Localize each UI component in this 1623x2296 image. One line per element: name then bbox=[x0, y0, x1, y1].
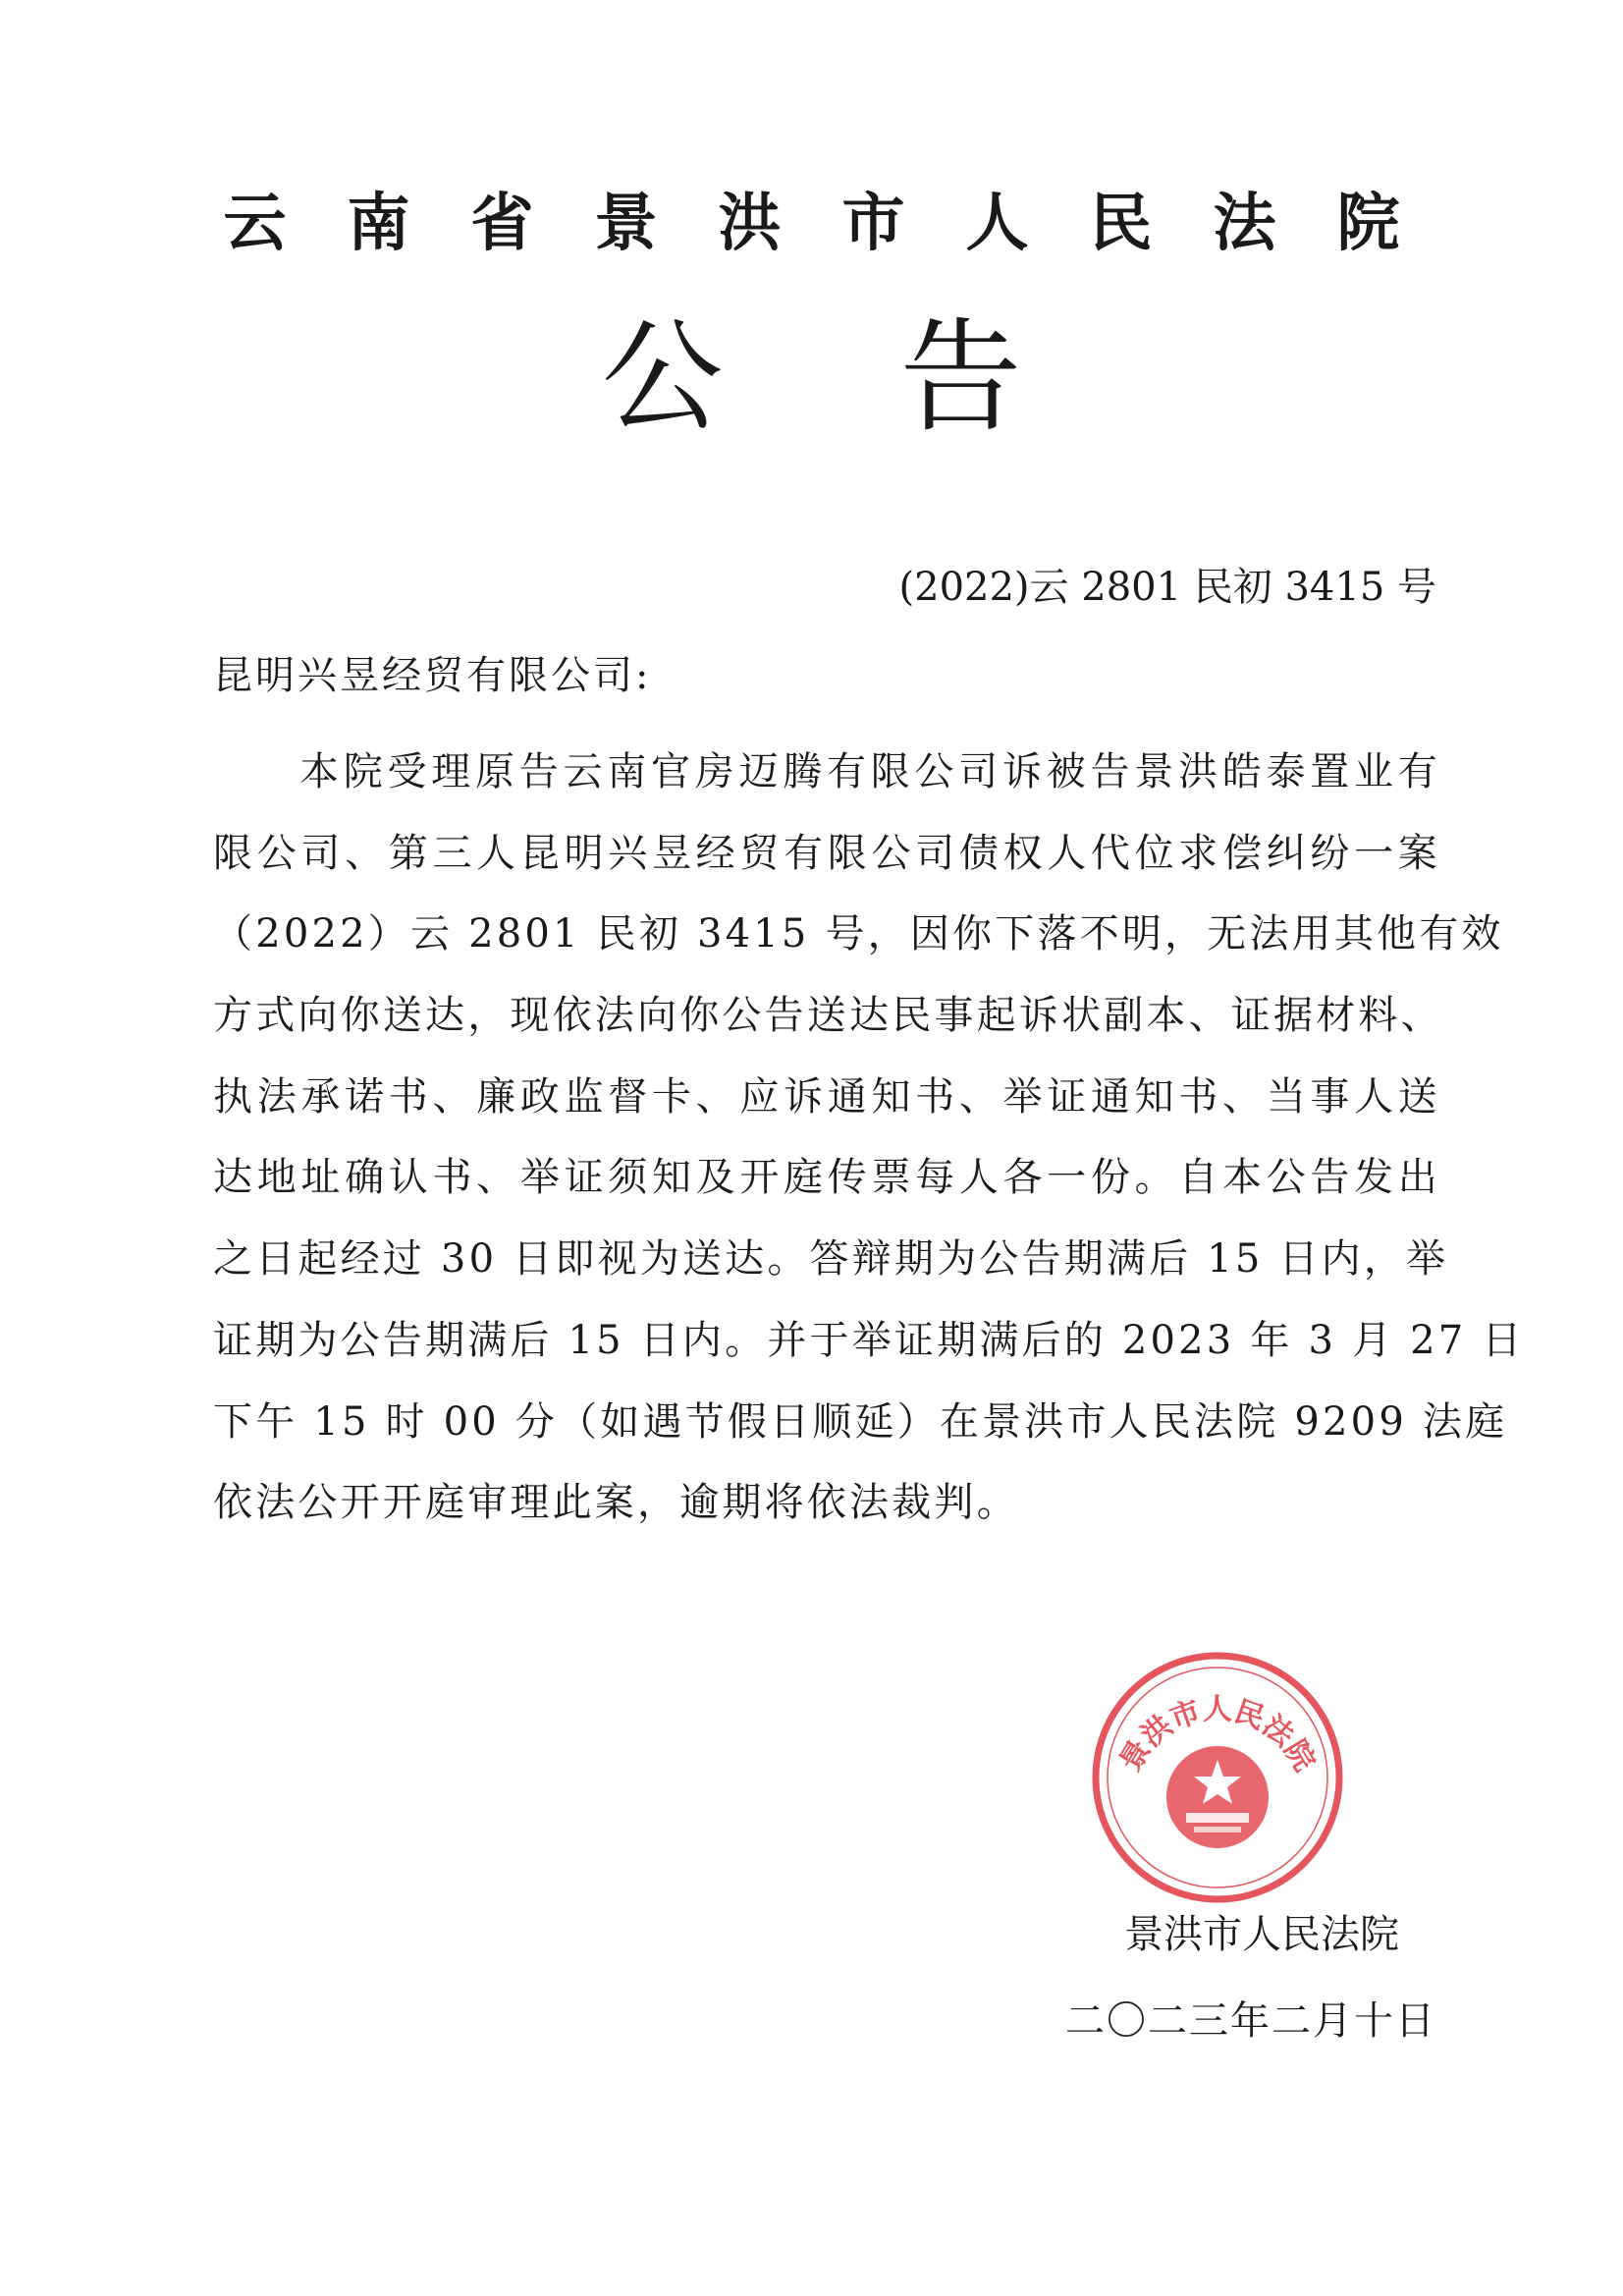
body-line: 达地址确认书、举证须知及开庭传票每人各一份。自本公告发出 bbox=[213, 1155, 1440, 1201]
body-line: 限公司、第三人昆明兴昱经贸有限公司债权人代位求偿纠纷一案 bbox=[213, 830, 1440, 876]
body-line: 证期为公告期满后 15 日内。并于举证期满后的 2023 年 3 月 27 日 bbox=[213, 1317, 1525, 1363]
body-line: 方式向你送达，现依法向你公告送达民事起诉状副本、证据材料、 bbox=[213, 993, 1443, 1039]
body-line: 执法承诺书、廉政监督卡、应诉通知书、举证通知书、当事人送 bbox=[213, 1073, 1440, 1120]
court-name-heading: 云南省景洪市人民法院 bbox=[223, 187, 1461, 260]
notice-body bbox=[213, 744, 1525, 1557]
notice-title: 公告 bbox=[601, 307, 1199, 449]
seal-text: 景洪市人民法院 bbox=[1112, 1692, 1323, 1777]
body-line: 本院受理原告云南官房迈腾有限公司诉被告景洪皓泰置业有 bbox=[299, 749, 1440, 794]
emblem-icon bbox=[1166, 1746, 1269, 1848]
case-number: (2022)云 2801 民初 3415 号 bbox=[898, 565, 1436, 610]
signature-date: 二〇二三年二月十日 bbox=[1065, 1998, 1436, 2044]
body-line: 下午 15 时 00 分（如遇节假日顺延）在景洪市人民法院 9209 法庭 bbox=[213, 1398, 1508, 1445]
addressee: 昆明兴昱经贸有限公司: bbox=[213, 653, 652, 698]
signature-court: 景洪市人民法院 bbox=[1124, 1912, 1399, 1957]
body-line: 依法公开开庭审理此案，逾期将依法裁判。 bbox=[213, 1480, 1019, 1526]
body-line: （2022）云 2801 民初 3415 号，因你下落不明，无法用其他有效 bbox=[213, 911, 1504, 957]
body-line: 之日起经过 30 日即视为送达。答辩期为公告期满后 15 日内，举 bbox=[213, 1236, 1449, 1283]
court-seal-icon bbox=[1090, 1650, 1345, 1905]
